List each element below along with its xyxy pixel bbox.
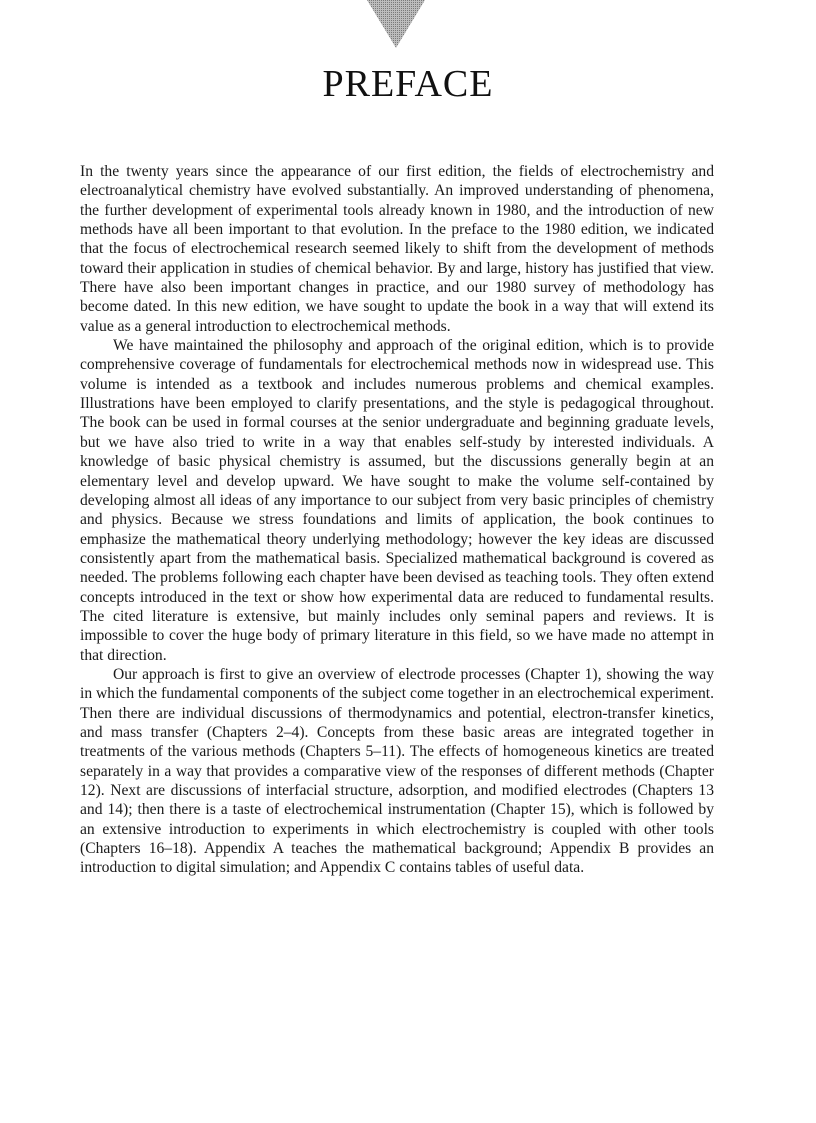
downward-triangle-icon — [367, 0, 425, 48]
paragraph-3: Our approach is first to give an overview of electrode processes (Chapter 1), showing the way in which the fundamental components of the subject come together in an electrochemical experiment. Then there are individual discussions of thermodynamics and potential, electron-transfer kinetics, and mass transfer (Chapters 2–4). Concepts from these basic areas are integrated together in treatments of the various methods (Chapters 5–11). The effects of homogeneous kinetics are treated separately in a way that provides a comparative view of the responses of different methods (Chapter 12). Next are discussions of interfacial structure, adsorption, and modified electrodes (Chapters 13 and 14); then there is a taste of electrochemical instrumentation (Chapter 15), which is followed by an extensive introduction to experiments in which electrochemistry is coupled with other tools (Chapters 16–18). Appendix A teaches the mathematical background; Appendix B provides an introduction to digital simulation; and Appendix C contains tables of useful data. — [80, 665, 714, 877]
paragraph-2: We have maintained the philosophy and approach of the original edition, which is to provide comprehensive coverage of fundamentals for electrochemical methods now in widespread use. This volume is intended as a textbook and includes numerous problems and chemical examples. Illustrations have been employed to clarify presentations, and the style is pedagogical throughout. The book can be used in formal courses at the senior undergraduate and beginning graduate levels, but we have also tried to write in a way that enables self-study by interested individuals. A knowledge of basic physical chemistry is assumed, but the discussions generally begin at an elementary level and develop upward. We have sought to make the volume self-contained by developing almost all ideas of any importance to our subject from very basic principles of chemistry and physics. Because we stress foundations and limits of application, the book continues to emphasize the mathematical theory underlying methodology; however the key ideas are discussed consistently apart from the mathematical basis. Specialized mathematical background is covered as needed. The problems following each chapter have been devised as teaching tools. They often extend concepts introduced in the text or show how experimental data are reduced to fundamental results. The cited literature is extensive, but mainly includes only seminal papers and reviews. It is impossible to cover the huge body of primary literature in this field, so we have made no attempt in that direction. — [80, 337, 714, 664]
preface-body — [80, 162, 714, 878]
page-title: PREFACE — [322, 63, 494, 105]
paragraph-1: In the twenty years since the appearance of our first edition, the fields of electrochemistry and electroanalytical chemistry have evolved substantially. An improved understanding of phenomena, the further development of experimental tools already known in 1980, and the introduction of new methods have all been important to that evolution. In the preface to the 1980 edition, we indicated that the focus of electrochemical research seemed likely to shift from the development of methods toward their application in studies of chemical behavior. By and large, history has justified that view. There have also been important changes in practice, and our 1980 survey of methodology has become dated. In this new edition, we have sought to update the book in a way that will extend its value as a general introduction to electrochemical methods. — [80, 163, 714, 335]
